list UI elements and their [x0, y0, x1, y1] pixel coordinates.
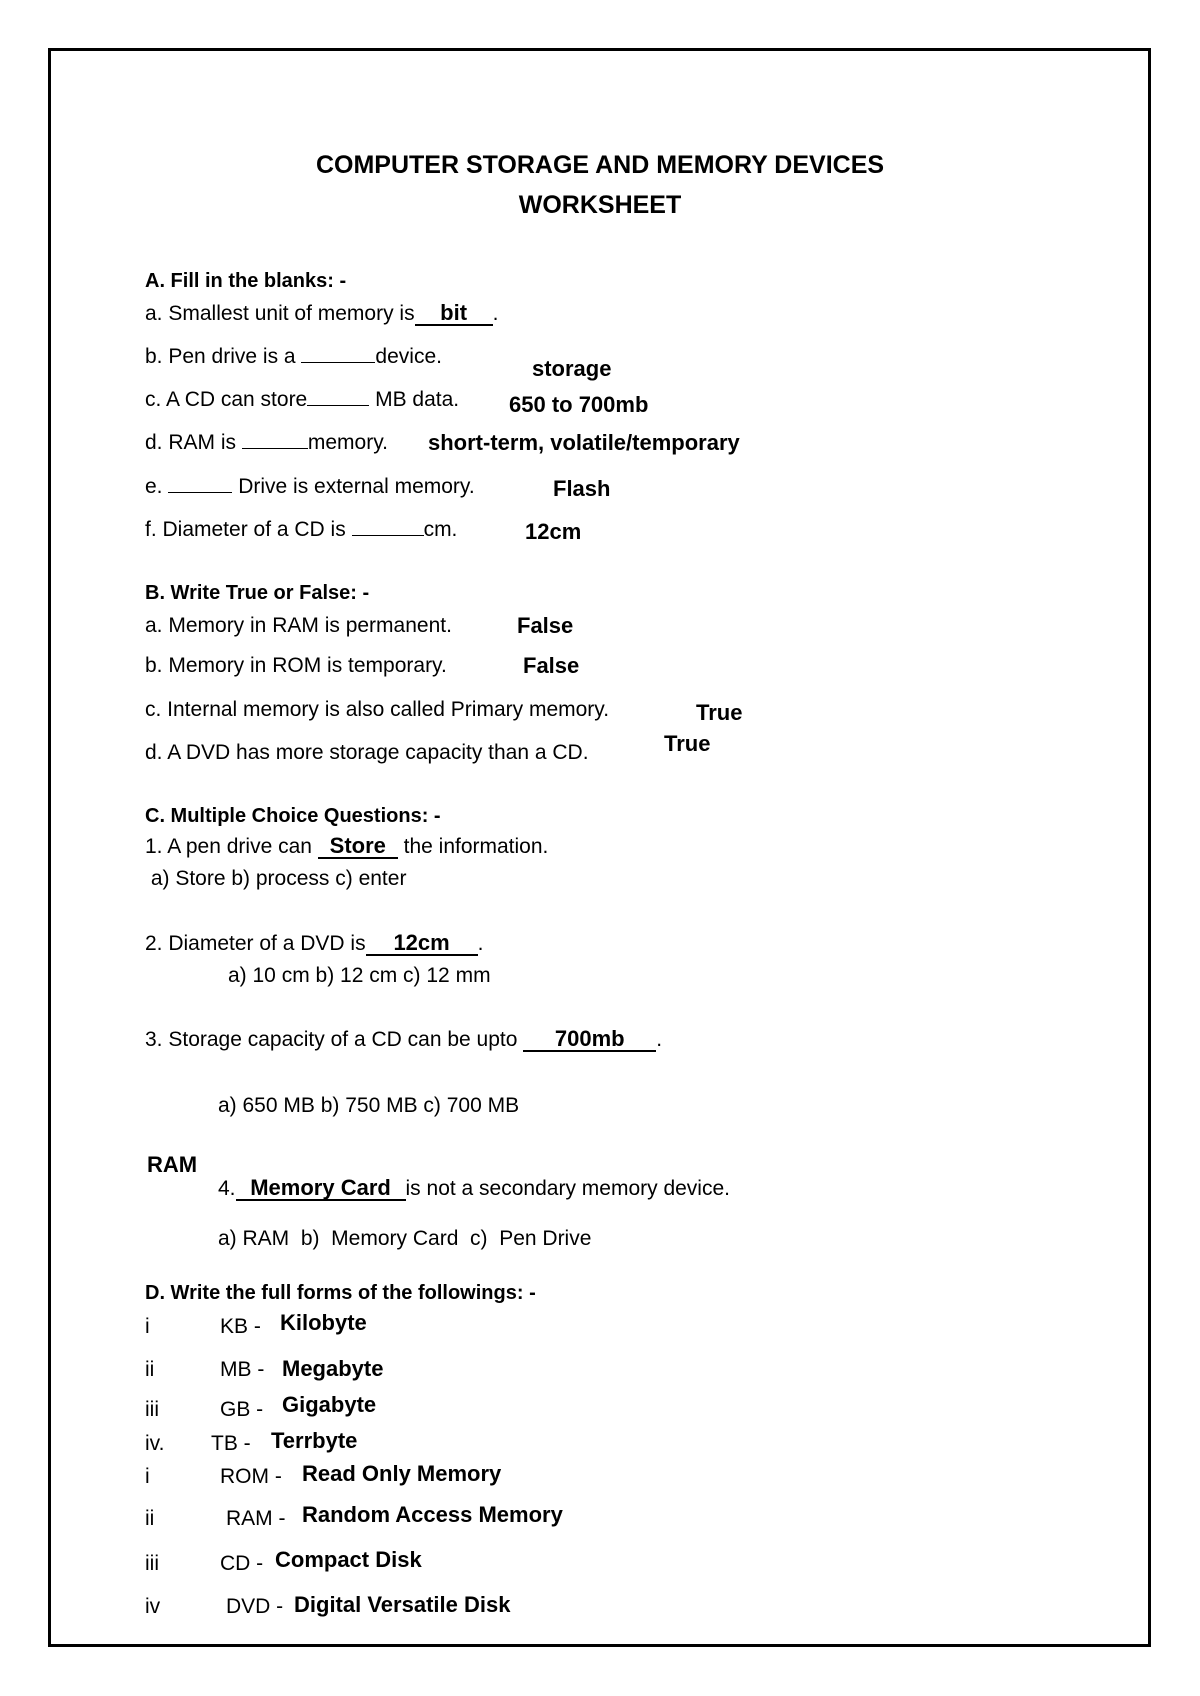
mcq-3-options: a) 650 MB b) 750 MB c) 700 MB: [218, 1094, 520, 1117]
section-d-heading: D. Write the full forms of the followings: -: [145, 1282, 536, 1304]
full-form-abbr: TB -: [211, 1432, 257, 1455]
question-text-end: cm.: [423, 518, 458, 541]
question-text: b. Pen drive is a: [145, 345, 302, 368]
mcq-4: [218, 1176, 730, 1202]
question-text: a. Smallest unit of memory is: [145, 302, 415, 325]
fill-blank-b: [145, 344, 442, 370]
true-false-b: b. Memory in ROM is temporary.: [145, 654, 447, 677]
full-form-num: ii: [145, 1507, 155, 1530]
fill-blank-c: [145, 387, 459, 413]
mcq-3: [145, 1027, 662, 1053]
full-form-abbr: ROM -: [220, 1465, 288, 1488]
blank-line: [168, 474, 232, 493]
full-form-abbr: MB -: [220, 1358, 271, 1381]
answer-text: Random Access Memory: [302, 1502, 563, 1527]
question-text-end: .: [656, 1028, 663, 1051]
question-text: 2. Diameter of a DVD is: [145, 932, 366, 955]
question-text: 3. Storage capacity of a CD can be upto: [145, 1028, 524, 1051]
question-text-end: MB data.: [369, 388, 460, 411]
full-form-abbr: DVD -: [226, 1595, 289, 1618]
answer-text: False: [517, 613, 574, 638]
blank-line: [352, 517, 424, 536]
blank-line: [301, 344, 375, 363]
blank-line: [242, 430, 308, 449]
answer-text: Terrbyte: [271, 1428, 358, 1453]
answer-text: Megabyte: [282, 1356, 384, 1381]
question-text-end: is not a secondary memory device.: [405, 1177, 730, 1200]
mcq-4-options: a) RAM b) Memory Card c) Pen Drive: [218, 1227, 592, 1250]
question-text-end: Drive is external memory.: [232, 475, 475, 498]
answer-text: 650 to 700mb: [509, 392, 649, 417]
answer-text: short-term, volatile/temporary: [428, 430, 740, 455]
mcq-1: [145, 834, 548, 860]
fill-blank-e: [145, 474, 475, 500]
answer-text: Memory Card: [236, 1177, 406, 1201]
worksheet-subtitle: WORKSHEET: [518, 191, 682, 219]
full-form-num: i: [145, 1465, 150, 1488]
section-a-heading: A. Fill in the blanks: -: [145, 270, 347, 292]
full-form-num: ii: [145, 1358, 155, 1381]
question-text: c. A CD can store: [145, 388, 308, 411]
question-text-end: device.: [375, 345, 442, 368]
worksheet-title: COMPUTER STORAGE AND MEMORY DEVICES: [315, 151, 885, 179]
fill-blank-f: [145, 517, 457, 543]
full-form-abbr: KB -: [220, 1315, 267, 1338]
blank-line: [307, 387, 369, 406]
true-false-c: c. Internal memory is also called Primary memory.: [145, 698, 610, 721]
full-form-num: iv: [145, 1595, 161, 1618]
answer-text: 12cm: [525, 519, 582, 544]
full-form-abbr: RAM -: [226, 1507, 292, 1530]
true-false-a: a. Memory in RAM is permanent.: [145, 614, 452, 637]
question-text: f. Diameter of a CD is: [145, 518, 352, 541]
question-text-end: .: [492, 302, 499, 325]
answer-text: Compact Disk: [275, 1547, 422, 1572]
answer-text: Read Only Memory: [302, 1461, 502, 1486]
full-form-num: i: [145, 1315, 150, 1338]
mcq-2-options: a) 10 cm b) 12 cm c) 12 mm: [228, 964, 491, 987]
section-c-heading: C. Multiple Choice Questions: -: [145, 805, 441, 827]
answer-text: Kilobyte: [280, 1310, 367, 1335]
question-text-end: the information.: [397, 835, 549, 858]
question-text-end: .: [477, 932, 484, 955]
mcq-1-options: a) Store b) process c) enter: [145, 867, 407, 890]
true-false-d: d. A DVD has more storage capacity than a CD.: [145, 741, 589, 764]
question-text-end: memory.: [307, 431, 388, 454]
full-form-num: iii: [145, 1552, 159, 1575]
answer-text: Gigabyte: [282, 1392, 377, 1417]
answer-text: 12cm: [366, 932, 478, 956]
full-form-num: iii: [145, 1398, 159, 1421]
answer-text: 700mb: [523, 1028, 656, 1052]
answer-text: True: [664, 731, 711, 756]
answer-text: storage: [532, 356, 612, 381]
side-note-answer: RAM: [147, 1152, 198, 1177]
answer-text: False: [523, 653, 580, 678]
mcq-2: [145, 931, 483, 957]
question-text: d. RAM is: [145, 431, 242, 454]
fill-blank-a: [145, 301, 498, 327]
question-text: 1. A pen drive can: [145, 835, 318, 858]
answer-text: Digital Versatile Disk: [294, 1592, 511, 1617]
answer-text: Flash: [553, 476, 611, 501]
full-form-abbr: GB -: [220, 1398, 270, 1421]
answer-text: True: [696, 700, 743, 725]
fill-blank-d: [145, 430, 388, 456]
section-b-heading: B. Write True or False: -: [145, 582, 370, 604]
full-form-abbr: CD -: [220, 1552, 269, 1575]
question-text: 4.: [218, 1177, 236, 1200]
full-form-num: iv.: [145, 1432, 165, 1455]
answer-text: Store: [318, 835, 398, 859]
answer-text: bit: [415, 302, 493, 326]
question-text: e.: [145, 475, 169, 498]
